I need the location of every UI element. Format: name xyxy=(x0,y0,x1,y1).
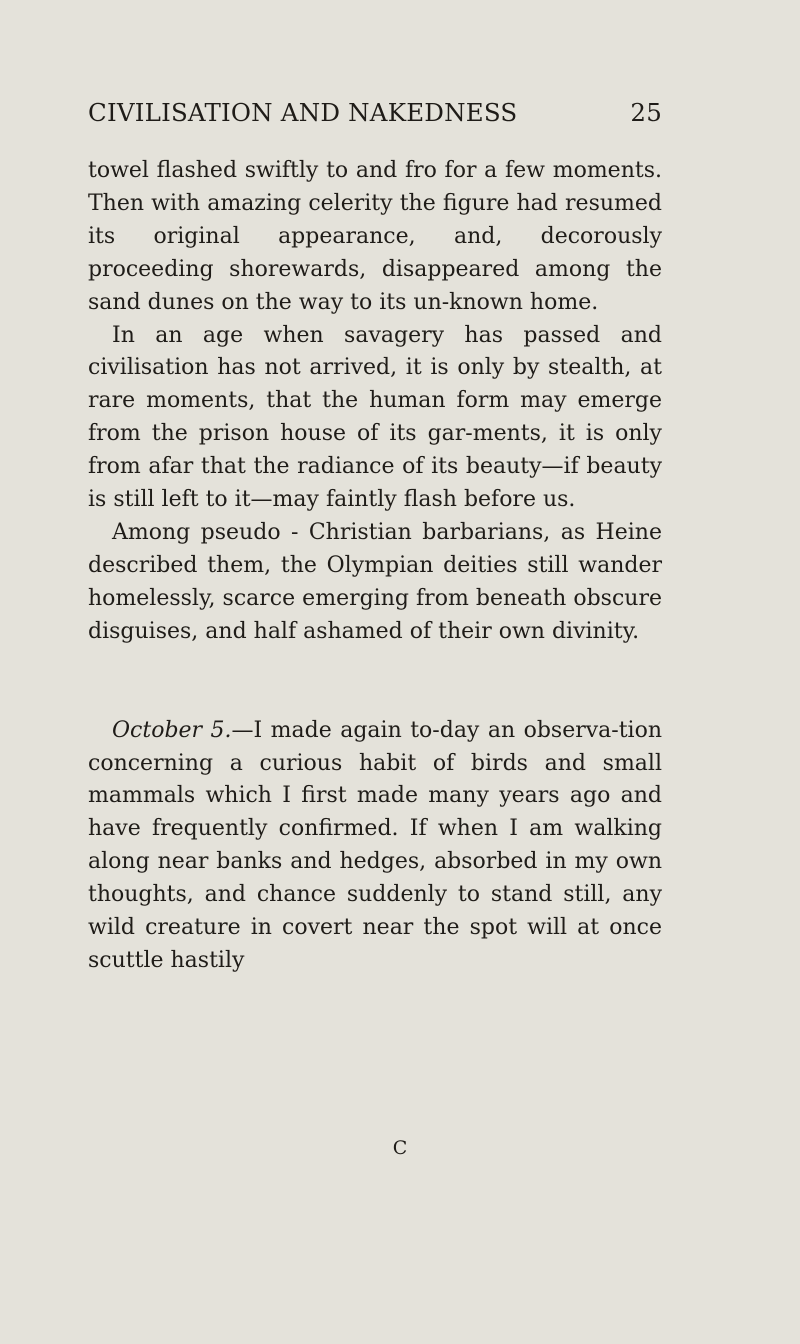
running-title: CIVILISATION AND NAKEDNESS xyxy=(88,98,518,127)
paragraph-continued: towel flashed swiftly to and fro for a few moments. Then with amazing celerity the figure had resumed its original appearance, and, decorously proceeding shorewards, disappeared among the sand dunes on the way to its un-known home. xyxy=(88,158,662,315)
signature-mark: C xyxy=(392,1137,408,1159)
page-number: 25 xyxy=(630,98,662,127)
body-text xyxy=(88,155,662,1000)
diary-entry xyxy=(88,715,662,978)
entry-text: —I made again to-day an observa-tion concerning a curious habit of birds and small mammals which I first made many years ago and have frequently confirmed. If when I am walking along near banks and hedges, absorbed in my own thoughts, and chance suddenly to stand still, any wild creature in covert near the spot will at once scuttle hastily xyxy=(88,717,663,973)
paragraph-olympian: Among pseudo - Christian barbarians, as Heine described them, the Olympian deities still wander homelessly, scarce emerging from beneath obscure disguises, and half ashamed of their own divinity. xyxy=(88,519,662,644)
entry-date: October 5. xyxy=(112,717,232,743)
running-header xyxy=(88,98,662,127)
paragraph-savagery: In an age when savagery has passed and civilisation has not arrived, it is only by stealth, at rare moments, that the human form may emerge from the prison house of its gar-ments, it is only from afar that the radiance of its beauty—if beauty is still left to it—may faintly flash before us. xyxy=(88,322,662,513)
